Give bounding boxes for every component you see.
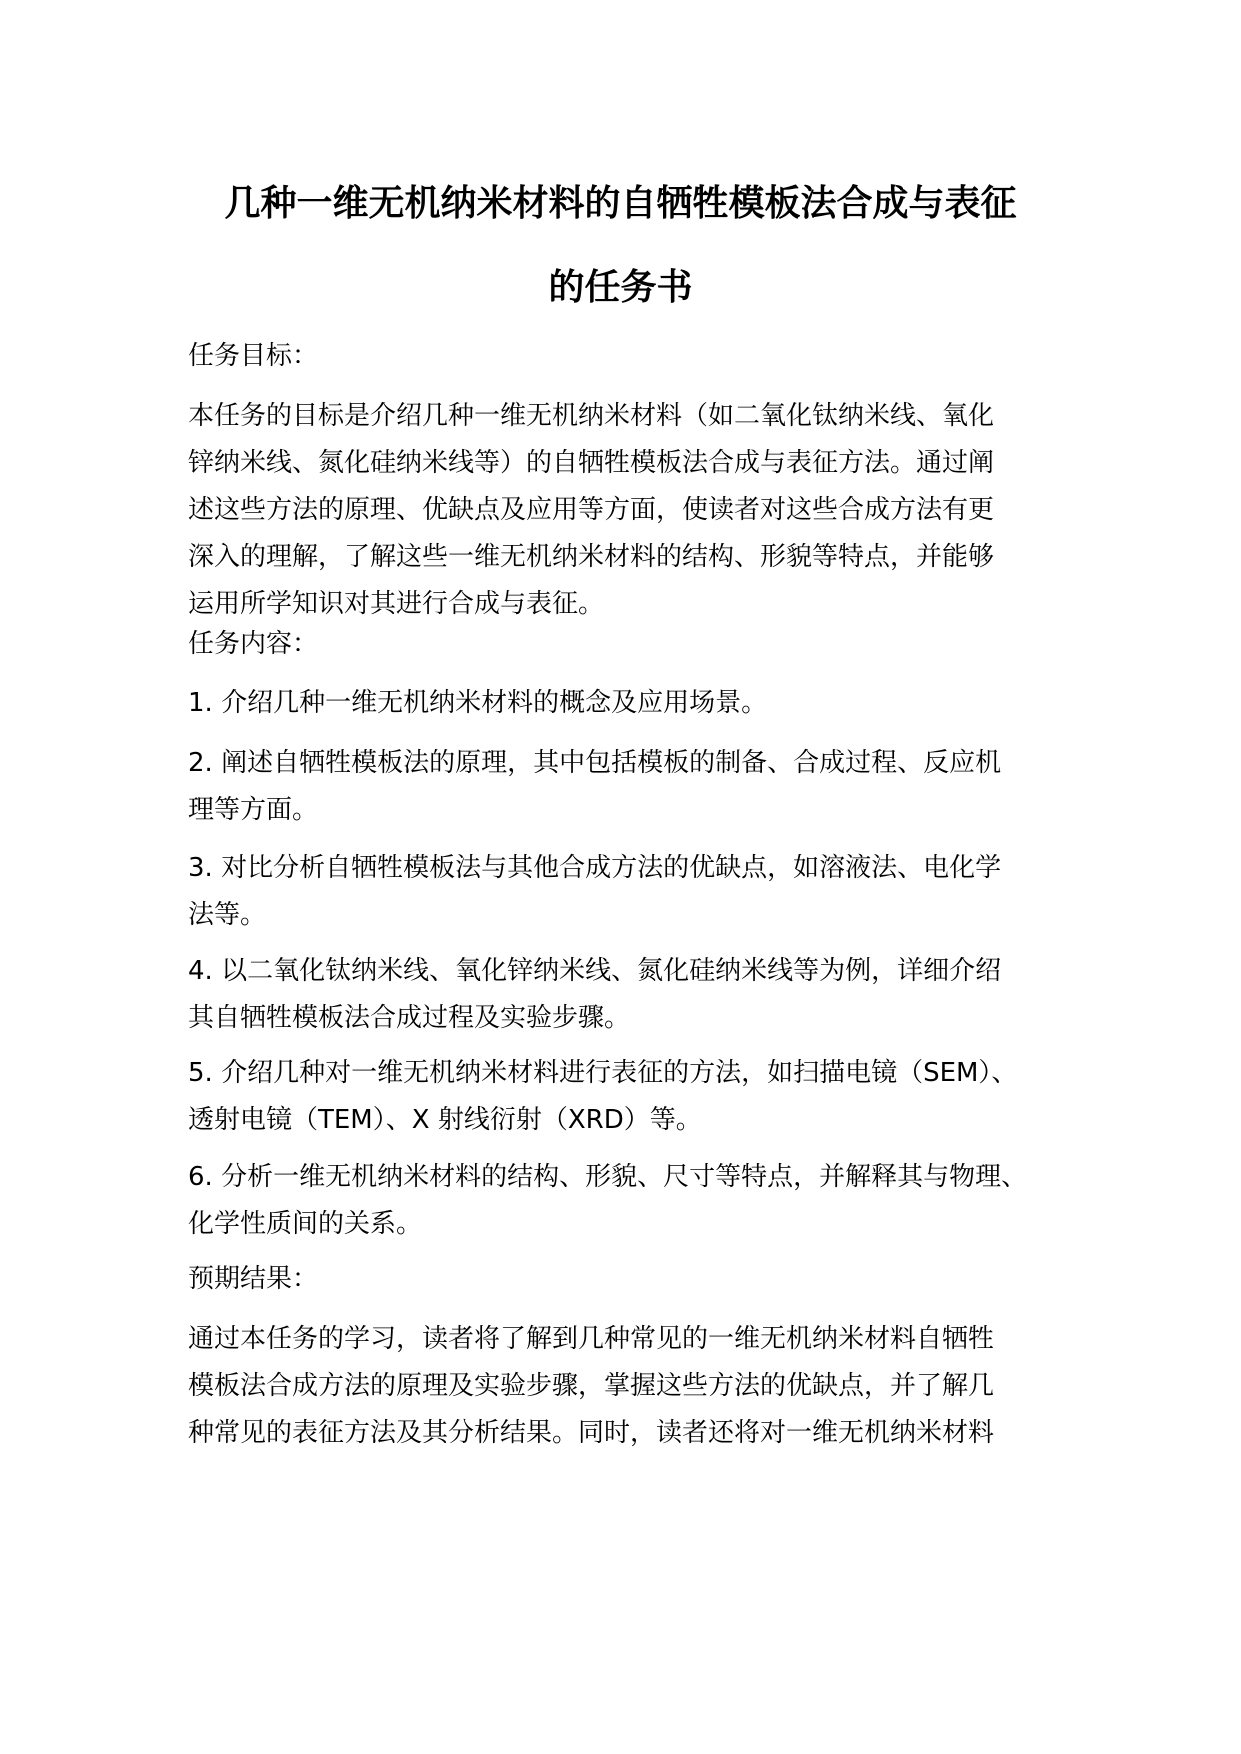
paragraph-line: 通过本任务的学习，读者将了解到几种常见的一维无机纳米材料自牺牲 [188, 1324, 995, 1354]
list-item-line: 2. 阐述自牺牲模板法的原理，其中包括模板的制备、合成过程、反应机 [188, 748, 1002, 778]
document-title-line-1: 几种一维无机纳米材料的自牺牲模板法合成与表征 [224, 183, 1017, 224]
list-item-line: 6. 分析一维无机纳米材料的结构、形貌、尺寸等特点，并解释其与物理、 [188, 1162, 1028, 1192]
paragraph-line: 种常见的表征方法及其分析结果。同时，读者还将对一维无机纳米材料 [188, 1418, 995, 1448]
list-item-line: 理等方面。 [188, 795, 319, 825]
list-item-line: 法等。 [188, 900, 267, 930]
paragraph-line: 述这些方法的原理、优缺点及应用等方面，使读者对这些合成方法有更 [188, 495, 995, 525]
list-item-line: 其自牺牲模板法合成过程及实验步骤。 [188, 1003, 631, 1033]
result-paragraph [188, 1316, 1068, 1457]
list-item-line: 化学性质间的关系。 [188, 1209, 423, 1239]
list-item [188, 740, 1068, 834]
list-item [188, 948, 1068, 1042]
list-item-line: 5. 介绍几种对一维无机纳米材料进行表征的方法，如扫描电镜（SEM）、 [188, 1058, 1018, 1088]
list-item-line: 1. 介绍几种一维无机纳米材料的概念及应用场景。 [188, 688, 768, 718]
list-item [188, 680, 1068, 727]
result-heading: 预期结果： [188, 1264, 319, 1294]
paragraph-line: 深入的理解，了解这些一维无机纳米材料的结构、形貌等特点，并能够 [188, 542, 995, 572]
list-item-line: 4. 以二氧化钛纳米线、氧化锌纳米线、氮化硅纳米线等为例，详细介绍 [188, 956, 1002, 986]
list-item-line: 透射电镜（TEM）、X 射线衍射（XRD）等。 [188, 1105, 702, 1135]
list-item [188, 845, 1068, 939]
list-item [188, 1154, 1068, 1248]
list-item-line: 3. 对比分析自牺牲模板法与其他合成方法的优缺点，如溶液法、电化学 [188, 853, 1002, 883]
content-heading: 任务内容： [188, 629, 319, 659]
document-title-line-2: 的任务书 [548, 267, 693, 308]
paragraph-line: 运用所学知识对其进行合成与表征。 [188, 589, 605, 619]
paragraph-line: 锌纳米线、氮化硅纳米线等）的自牺牲模板法合成与表征方法。通过阐 [188, 448, 995, 478]
goal-heading: 任务目标： [188, 341, 319, 371]
paragraph-line: 本任务的目标是介绍几种一维无机纳米材料（如二氧化钛纳米线、氧化 [188, 401, 995, 431]
paragraph-line: 模板法合成方法的原理及实验步骤，掌握这些方法的优缺点，并了解几 [188, 1371, 995, 1401]
list-item [188, 1050, 1068, 1144]
goal-paragraph [188, 393, 1068, 628]
